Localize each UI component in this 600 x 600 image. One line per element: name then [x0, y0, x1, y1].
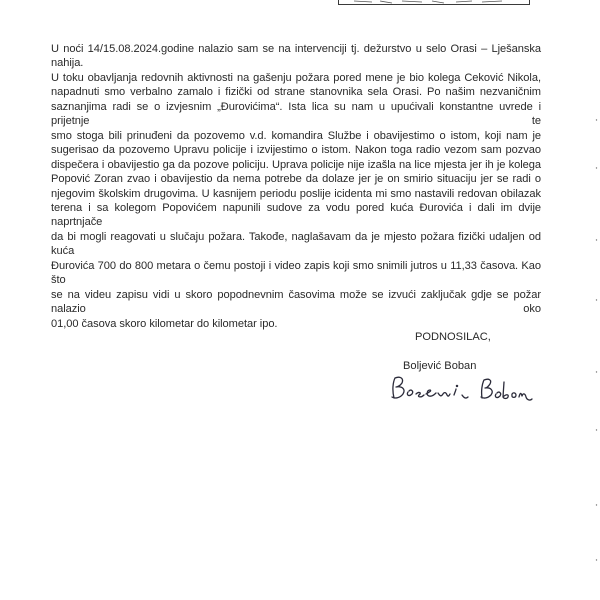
statement-line: sugerisao da pozovemo Upravu policije i izvijestimo o istom. Nakon toga radio vezom sam pozvao: [51, 144, 541, 157]
signatory-name: Boljević Boban: [403, 360, 477, 372]
statement-line: U toku obavljanja redovnih aktivnosti na gašenju požara pored mene je bio kolega Ceković Nikola,: [51, 71, 541, 84]
signature-title: PODNOSILAC,: [415, 331, 491, 343]
statement-line: se na videu zapisu vidi u skoro popodnevnim časovima može se izvući zaključak gdje se požar nalazio oko: [51, 288, 541, 316]
statement-line: 01,00 časova skoro kilometar do kilometar ipo.: [51, 317, 278, 330]
statement-line: terena i sa kolegom Popovićem napunili sudove za vodu pored kuća Đurovića i dali im dvije naprtnjače: [51, 201, 541, 229]
statement-line: Popović Zoran zvao i obavijestio da nema potrebe da dolaze jer je on smirio situaciju jer se radi o: [51, 173, 541, 186]
statement-line: napadnuti smo verbalno zamalo i fizički od strane stanovnika sela Orasi. Po našim nezvaničnim: [51, 86, 541, 99]
statement-line: saznanjima radi se o izvjesnim „Đurovićima“. Ista lica su nam u upućivali konstantne uvrede i prijetnje te: [51, 100, 541, 128]
handwritten-signature: [386, 372, 536, 408]
statement-line: Đurovića 700 do 800 metara o čemu postoji i video zapis koji smo snimili jutros u 11,33 časova. Kao što: [51, 259, 541, 287]
scan-edge-dots: [595, 0, 598, 600]
statement-line: njegovim školskim drugovima. U kasnijem periodu poslije icidenta mi smo nastavili redovan obilazak: [51, 187, 541, 200]
statement-line: da bi mogli reagovati u slučaju požara. Takođe, naglašavam da je mjesto požara fizički udaljen od kuća: [51, 230, 541, 258]
statement-line: dispečera i obavijestio ga da pozove policiju. Uprava policije nije izašla na lice mjesta jer ih je kolega: [51, 158, 541, 171]
statement-line: U noći 14/15.08.2024.godine nalazio sam se na intervenciji tj. dežurstvo u selo Orasi – Lješanska nahija.: [51, 43, 541, 70]
statement-line: smo stoga bili prinuđeni da pozovemo v.d. komandira Službe i obavijestimo o istom, koji nam je: [51, 129, 541, 142]
top-frame-scribble: [352, 0, 512, 4]
statement-body: [51, 42, 541, 331]
